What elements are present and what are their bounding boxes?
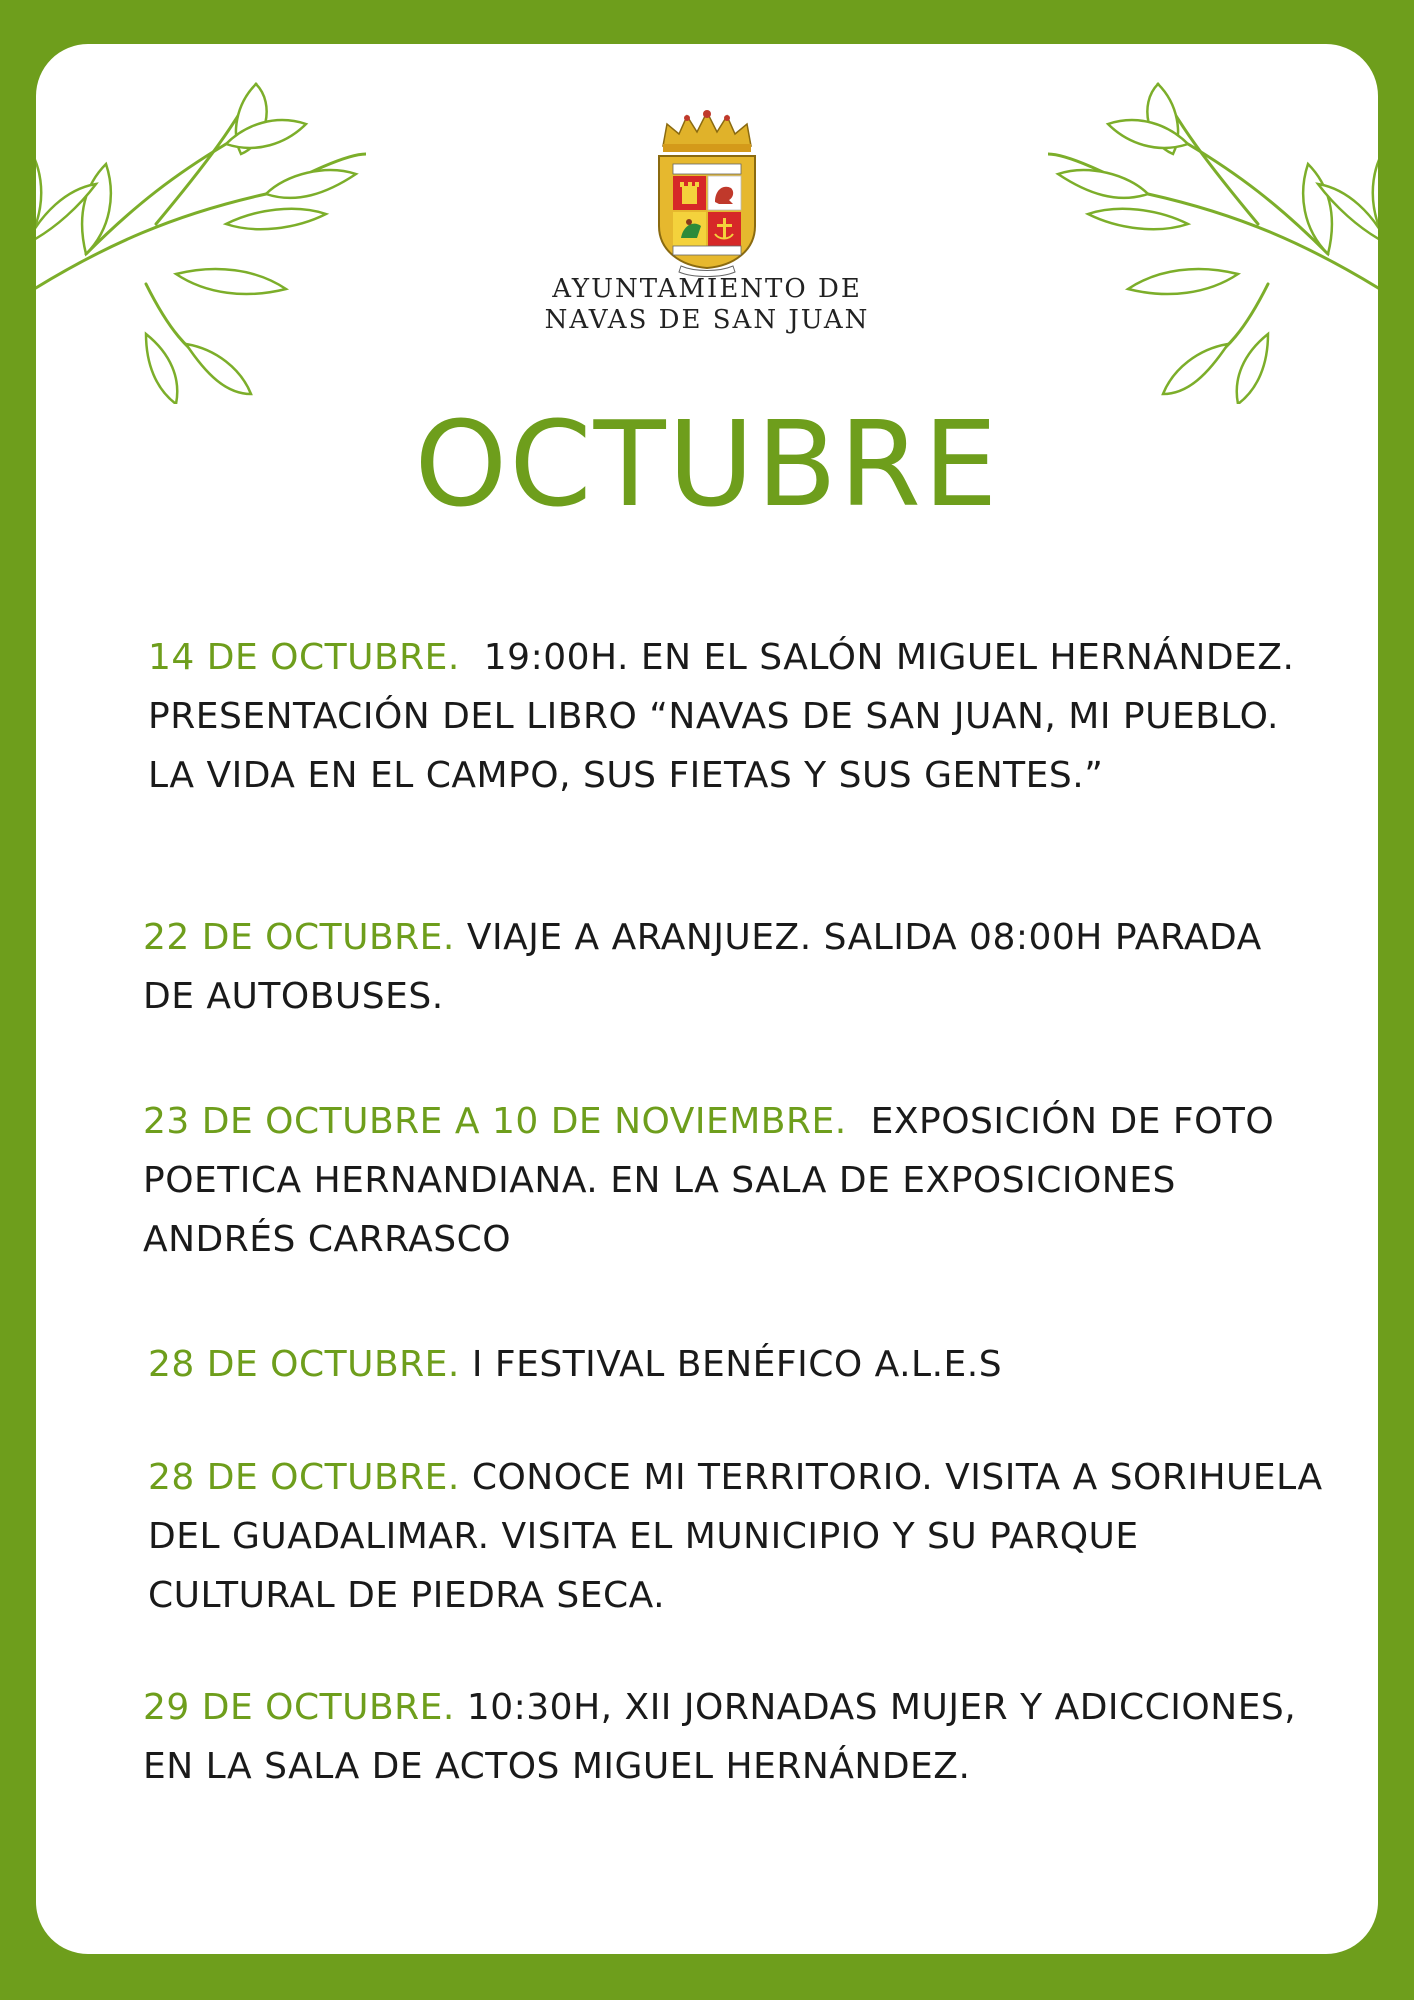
event-item <box>143 1678 1303 1796</box>
month-title: OCTUBRE <box>414 395 1000 533</box>
organization-name-line2: NAVAS DE SAN JUAN <box>544 305 870 335</box>
event-item <box>143 908 1303 1026</box>
event-date: 29 DE OCTUBRE. <box>143 1687 455 1728</box>
event-date: 22 DE OCTUBRE. <box>143 917 455 958</box>
event-item <box>143 1092 1323 1269</box>
event-item <box>148 1335 1308 1394</box>
event-description: VIAJE A ARANJUEZ. SALIDA 08:00H PARADA DE AUTOBUSES. <box>143 917 1262 1017</box>
organization-name-line1: AYUNTAMIENTO DE <box>552 274 862 304</box>
leaf-branch-icon <box>1048 44 1378 404</box>
event-description: EXPOSICIÓN DE FOTO POETICA HERNANDIANA. EN LA SALA DE EXPOSICIONES ANDRÉS CARRASCO <box>143 1101 1275 1260</box>
event-description: 19:00H. EN EL SALÓN MIGUEL HERNÁNDEZ. PRESENTACIÓN DEL LIBRO “NAVAS DE SAN JUAN, MI PUEBLO. LA VIDA EN EL CAMPO, SUS FIETAS Y SUS GENTES.” <box>148 637 1295 796</box>
event-description: I FESTIVAL BENÉFICO A.L.E.S <box>471 1344 1003 1385</box>
organization-name <box>36 274 1378 336</box>
event-item <box>148 1448 1328 1625</box>
poster-card <box>36 44 1378 1954</box>
event-date: 23 DE OCTUBRE A 10 DE NOVIEMBRE. <box>143 1101 847 1142</box>
coat-of-arms-icon <box>653 106 761 280</box>
event-date: 28 DE OCTUBRE. <box>148 1457 460 1498</box>
event-item <box>148 628 1308 805</box>
event-description: 10:30H, XII JORNADAS MUJER Y ADICCIONES, EN LA SALA DE ACTOS MIGUEL HERNÁNDEZ. <box>143 1687 1297 1787</box>
event-date: 28 DE OCTUBRE. <box>148 1344 460 1385</box>
leaf-branch-icon <box>36 44 366 404</box>
event-date: 14 DE OCTUBRE. <box>148 637 460 678</box>
event-description: CONOCE MI TERRITORIO. VISITA A SORIHUELA DEL GUADALIMAR. VISITA EL MUNICIPIO Y SU PARQUE CULTURAL DE PIEDRA SECA. <box>148 1457 1323 1616</box>
